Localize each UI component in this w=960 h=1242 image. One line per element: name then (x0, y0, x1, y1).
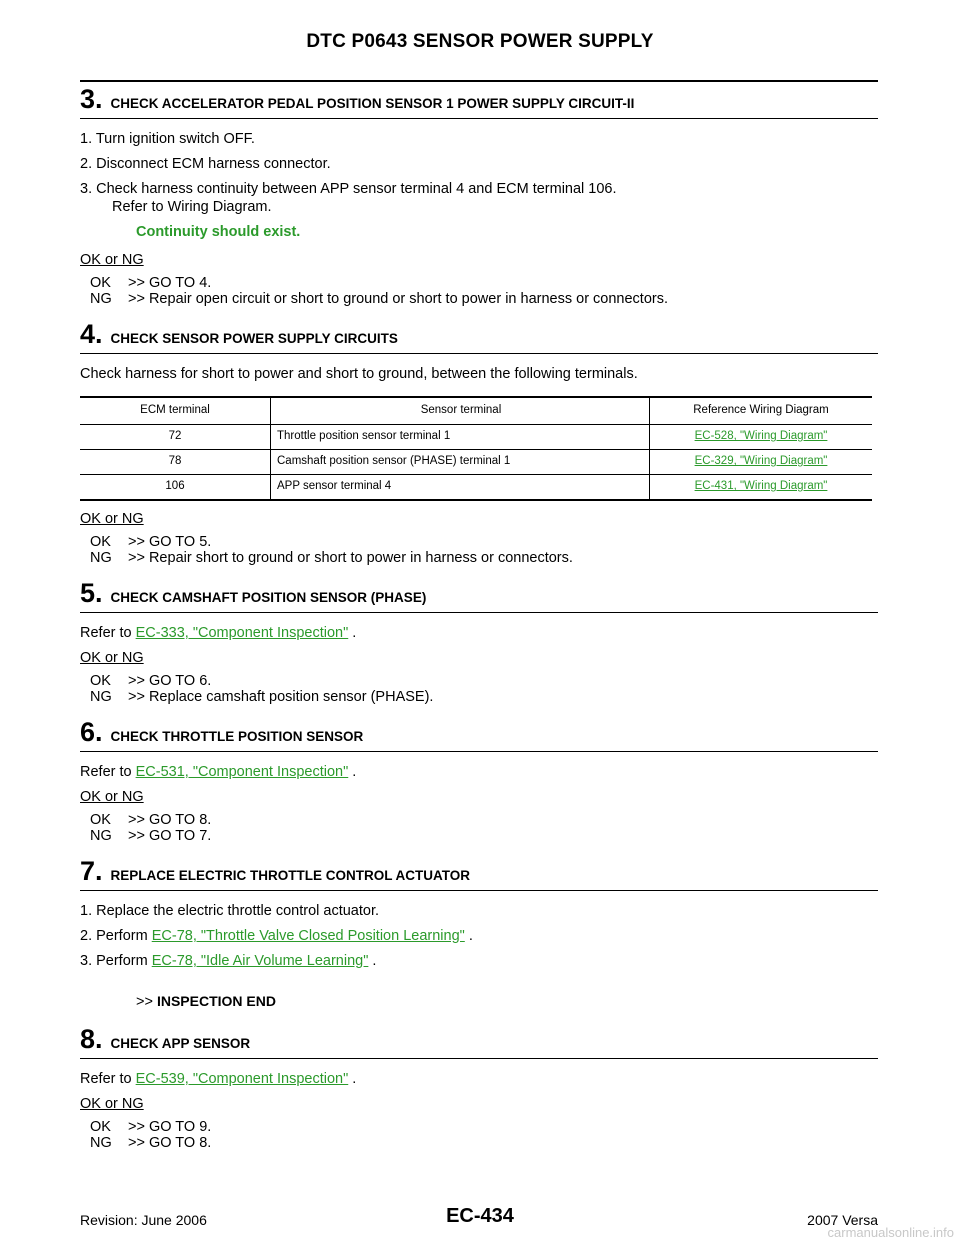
inspection-end: >> INSPECTION END (136, 993, 276, 1010)
sensor-terminal-cell: APP sensor terminal 4 (271, 475, 650, 501)
table-row (80, 475, 872, 501)
refer-line: Refer to EC-539, "Component Inspection" . (80, 1071, 357, 1087)
header-rule (80, 80, 878, 82)
step-6 (80, 719, 878, 844)
ok-or-ng-label: OK or NG (80, 789, 144, 805)
ecm-terminal-cell: 78 (80, 450, 271, 475)
table-row (80, 425, 872, 450)
result-ok: OK >> GO TO 6. (90, 673, 212, 689)
step-7-header: 7 . REPLACE ELECTRIC THROTTLE CONTROL ACTUATOR (80, 858, 878, 891)
ecm-terminal-cell: 72 (80, 425, 271, 450)
terminal-table (80, 396, 872, 501)
instruction-item: 2. Perform EC-78, "Throttle Valve Closed Position Learning" . (80, 928, 473, 944)
step-number: 4 (80, 319, 96, 349)
column-header: Reference Wiring Diagram (650, 397, 873, 425)
step-number: 7 (80, 856, 96, 886)
spec-text: Continuity should exist. (136, 224, 301, 240)
model-year: 2007 Versa (807, 1212, 878, 1228)
step-title: CHECK APP SENSOR (110, 1036, 251, 1051)
ok-or-ng-label: OK or NG (80, 650, 144, 666)
table-row (80, 450, 872, 475)
page-content (80, 86, 878, 1161)
instruction-text: Check harness for short to power and short to ground, between the following terminals. (80, 366, 638, 382)
column-header: ECM terminal (80, 397, 271, 425)
instruction-item: 2. Disconnect ECM harness connector. (80, 156, 331, 172)
result-ng: NG >> Repair short to ground or short to power in harness or connectors. (90, 550, 573, 566)
step-8 (80, 1026, 878, 1151)
step-number: 8 (80, 1024, 96, 1054)
instruction-item: 1. Turn ignition switch OFF. (80, 131, 255, 147)
step-title: CHECK SENSOR POWER SUPPLY CIRCUITS (110, 331, 398, 346)
refer-line: Refer to EC-531, "Component Inspection" . (80, 764, 357, 780)
result-ok: OK >> GO TO 9. (90, 1119, 212, 1135)
step-8-header: 8 . CHECK APP SENSOR (80, 1026, 878, 1059)
step-number: 3 (80, 84, 96, 114)
watermark: carmanualsonline.info (827, 1225, 954, 1240)
instruction-item: 3. Perform EC-78, "Idle Air Volume Learning" . (80, 953, 377, 969)
result-ok: OK >> GO TO 5. (90, 534, 212, 550)
ok-or-ng-label: OK or NG (80, 511, 144, 527)
step-3-header: 3 . CHECK ACCELERATOR PEDAL POSITION SENSOR 1 POWER SUPPLY CIRCUIT-II (80, 86, 878, 119)
step-4-header: 4 . CHECK SENSOR POWER SUPPLY CIRCUITS (80, 321, 878, 354)
step-6-header: 6 . CHECK THROTTLE POSITION SENSOR (80, 719, 878, 752)
step-title: CHECK THROTTLE POSITION SENSOR (110, 729, 364, 744)
component-inspection-link[interactable]: EC-333, "Component Inspection" (135, 625, 349, 641)
result-ok: OK >> GO TO 8. (90, 812, 212, 828)
refer-line: Refer to EC-333, "Component Inspection" . (80, 625, 357, 641)
idle-air-volume-learning-link[interactable]: EC-78, "Idle Air Volume Learning" (151, 953, 369, 969)
result-ng: NG >> GO TO 8. (90, 1135, 212, 1151)
table-header-row (80, 397, 872, 425)
instruction-item: 1. Replace the electric throttle control actuator. (80, 903, 380, 919)
result-ng: NG >> GO TO 7. (90, 828, 212, 844)
sensor-terminal-cell: Camshaft position sensor (PHASE) terminal 1 (271, 450, 650, 475)
column-header: Sensor terminal (271, 397, 650, 425)
component-inspection-link[interactable]: EC-539, "Component Inspection" (135, 1071, 349, 1087)
step-title: CHECK ACCELERATOR PEDAL POSITION SENSOR 1 POWER SUPPLY CIRCUIT-II (110, 96, 635, 111)
step-4 (80, 321, 878, 566)
step-5 (80, 580, 878, 705)
component-inspection-link[interactable]: EC-531, "Component Inspection" (135, 764, 349, 780)
wiring-diagram-link[interactable]: EC-329, "Wiring Diagram" (694, 455, 828, 467)
result-ng: NG >> Repair open circuit or short to ground or short to power in harness or connectors. (90, 291, 669, 307)
step-3 (80, 86, 878, 307)
result-ok: OK >> GO TO 4. (90, 275, 212, 291)
instruction-item: 3. Check harness continuity between APP sensor terminal 4 and ECM terminal 106. (80, 181, 617, 197)
ok-or-ng-label: OK or NG (80, 1096, 144, 1112)
instruction-subtext: Refer to Wiring Diagram. (112, 199, 272, 215)
step-7 (80, 858, 878, 1010)
step-number: 5 (80, 578, 96, 608)
wiring-diagram-link[interactable]: EC-528, "Wiring Diagram" (694, 430, 828, 442)
revision-date: Revision: June 2006 (80, 1212, 207, 1228)
sensor-terminal-cell: Throttle position sensor terminal 1 (271, 425, 650, 450)
step-5-header: 5 . CHECK CAMSHAFT POSITION SENSOR (PHASE) (80, 580, 878, 613)
step-title: REPLACE ELECTRIC THROTTLE CONTROL ACTUATOR (110, 868, 471, 883)
page-number: EC-434 (446, 1205, 514, 1227)
page-title: DTC P0643 SENSOR POWER SUPPLY (306, 31, 654, 52)
wiring-diagram-link[interactable]: EC-431, "Wiring Diagram" (694, 480, 828, 492)
ecm-terminal-cell: 106 (80, 475, 271, 501)
ok-or-ng-label: OK or NG (80, 252, 144, 268)
step-number: 6 (80, 717, 96, 747)
throttle-valve-learning-link[interactable]: EC-78, "Throttle Valve Closed Position Learning" (151, 928, 465, 944)
step-title: CHECK CAMSHAFT POSITION SENSOR (PHASE) (110, 590, 427, 605)
result-ng: NG >> Replace camshaft position sensor (PHASE). (90, 689, 434, 705)
